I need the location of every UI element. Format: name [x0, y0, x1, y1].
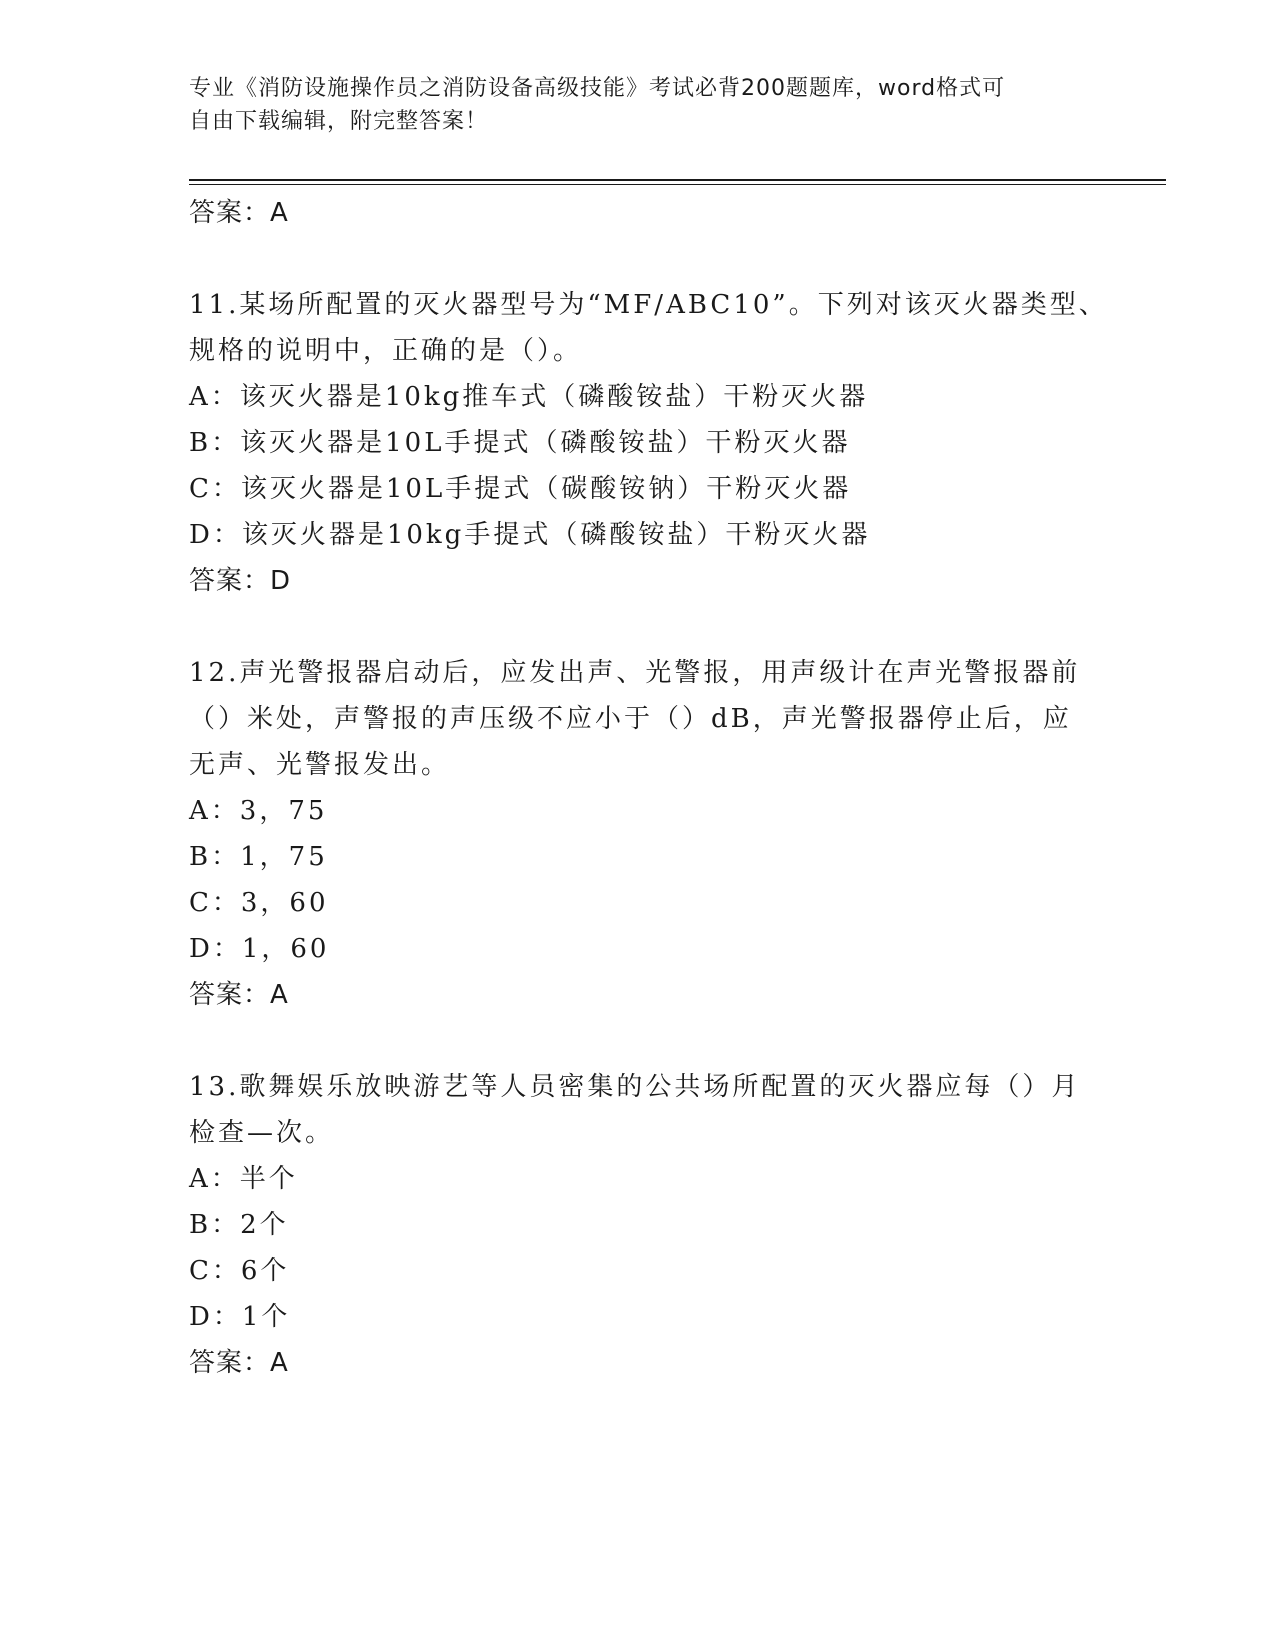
question-item: [189, 282, 1108, 604]
answer-line: 答案：A: [189, 1348, 289, 1378]
answer-line: 答案：A: [189, 980, 289, 1010]
question-text: 无声、光警报发出。: [189, 750, 451, 780]
option-d: D：1，60: [189, 934, 330, 964]
spacer: [189, 1018, 1089, 1064]
spacer: [189, 236, 1089, 282]
question-item: [189, 650, 1089, 1018]
question-text: 11.某场所配置的灭火器型号为“MF/ABC10”。下列对该灭火器类型、: [189, 290, 1108, 320]
spacer: [189, 604, 1089, 650]
question-text: 12.声光警报器启动后，应发出声、光警报，用声级计在声光警报器前: [189, 658, 1081, 688]
option-b: B：1，75: [189, 842, 328, 872]
option-a: A：该灭火器是10kg推车式（磷酸铵盐）干粉灭火器: [189, 382, 869, 412]
option-a: A：半个: [189, 1164, 298, 1194]
option-b: B：该灭火器是10L手提式（磷酸铵盐）干粉灭火器: [189, 428, 851, 458]
header-line: 专业《消防设施操作员之消防设备高级技能》考试必背200题题库，word格式可: [189, 76, 1006, 101]
header-line: 自由下载编辑，附完整答案！: [189, 109, 489, 134]
question-text: 检查—次。: [189, 1118, 335, 1148]
option-b: B：2个: [189, 1210, 289, 1240]
option-d: D：该灭火器是10kg手提式（磷酸铵盐）干粉灭火器: [189, 520, 871, 550]
header-divider-thin: [189, 184, 1166, 185]
option-c: C：该灭火器是10L手提式（碳酸铵钠）干粉灭火器: [189, 474, 852, 504]
question-text: 规格的说明中，正确的是（）。: [189, 336, 583, 366]
answer-line: 答案：A: [189, 198, 289, 228]
document-header: [189, 72, 1089, 138]
question-text: （）米处，声警报的声压级不应小于（）dB，声光警报器停止后，应: [189, 704, 1072, 734]
question-item: [189, 1064, 1089, 1386]
option-c: C：3，60: [189, 888, 329, 918]
answer-line: 答案：D: [189, 566, 292, 596]
header-divider: [189, 179, 1166, 181]
question-text: 13.歌舞娱乐放映游艺等人员密集的公共场所配置的灭火器应每（）月: [189, 1072, 1081, 1102]
option-a: A：3，75: [189, 796, 328, 826]
option-d: D：1个: [189, 1302, 291, 1332]
option-c: C：6个: [189, 1256, 290, 1286]
question-list: [189, 190, 1108, 1386]
